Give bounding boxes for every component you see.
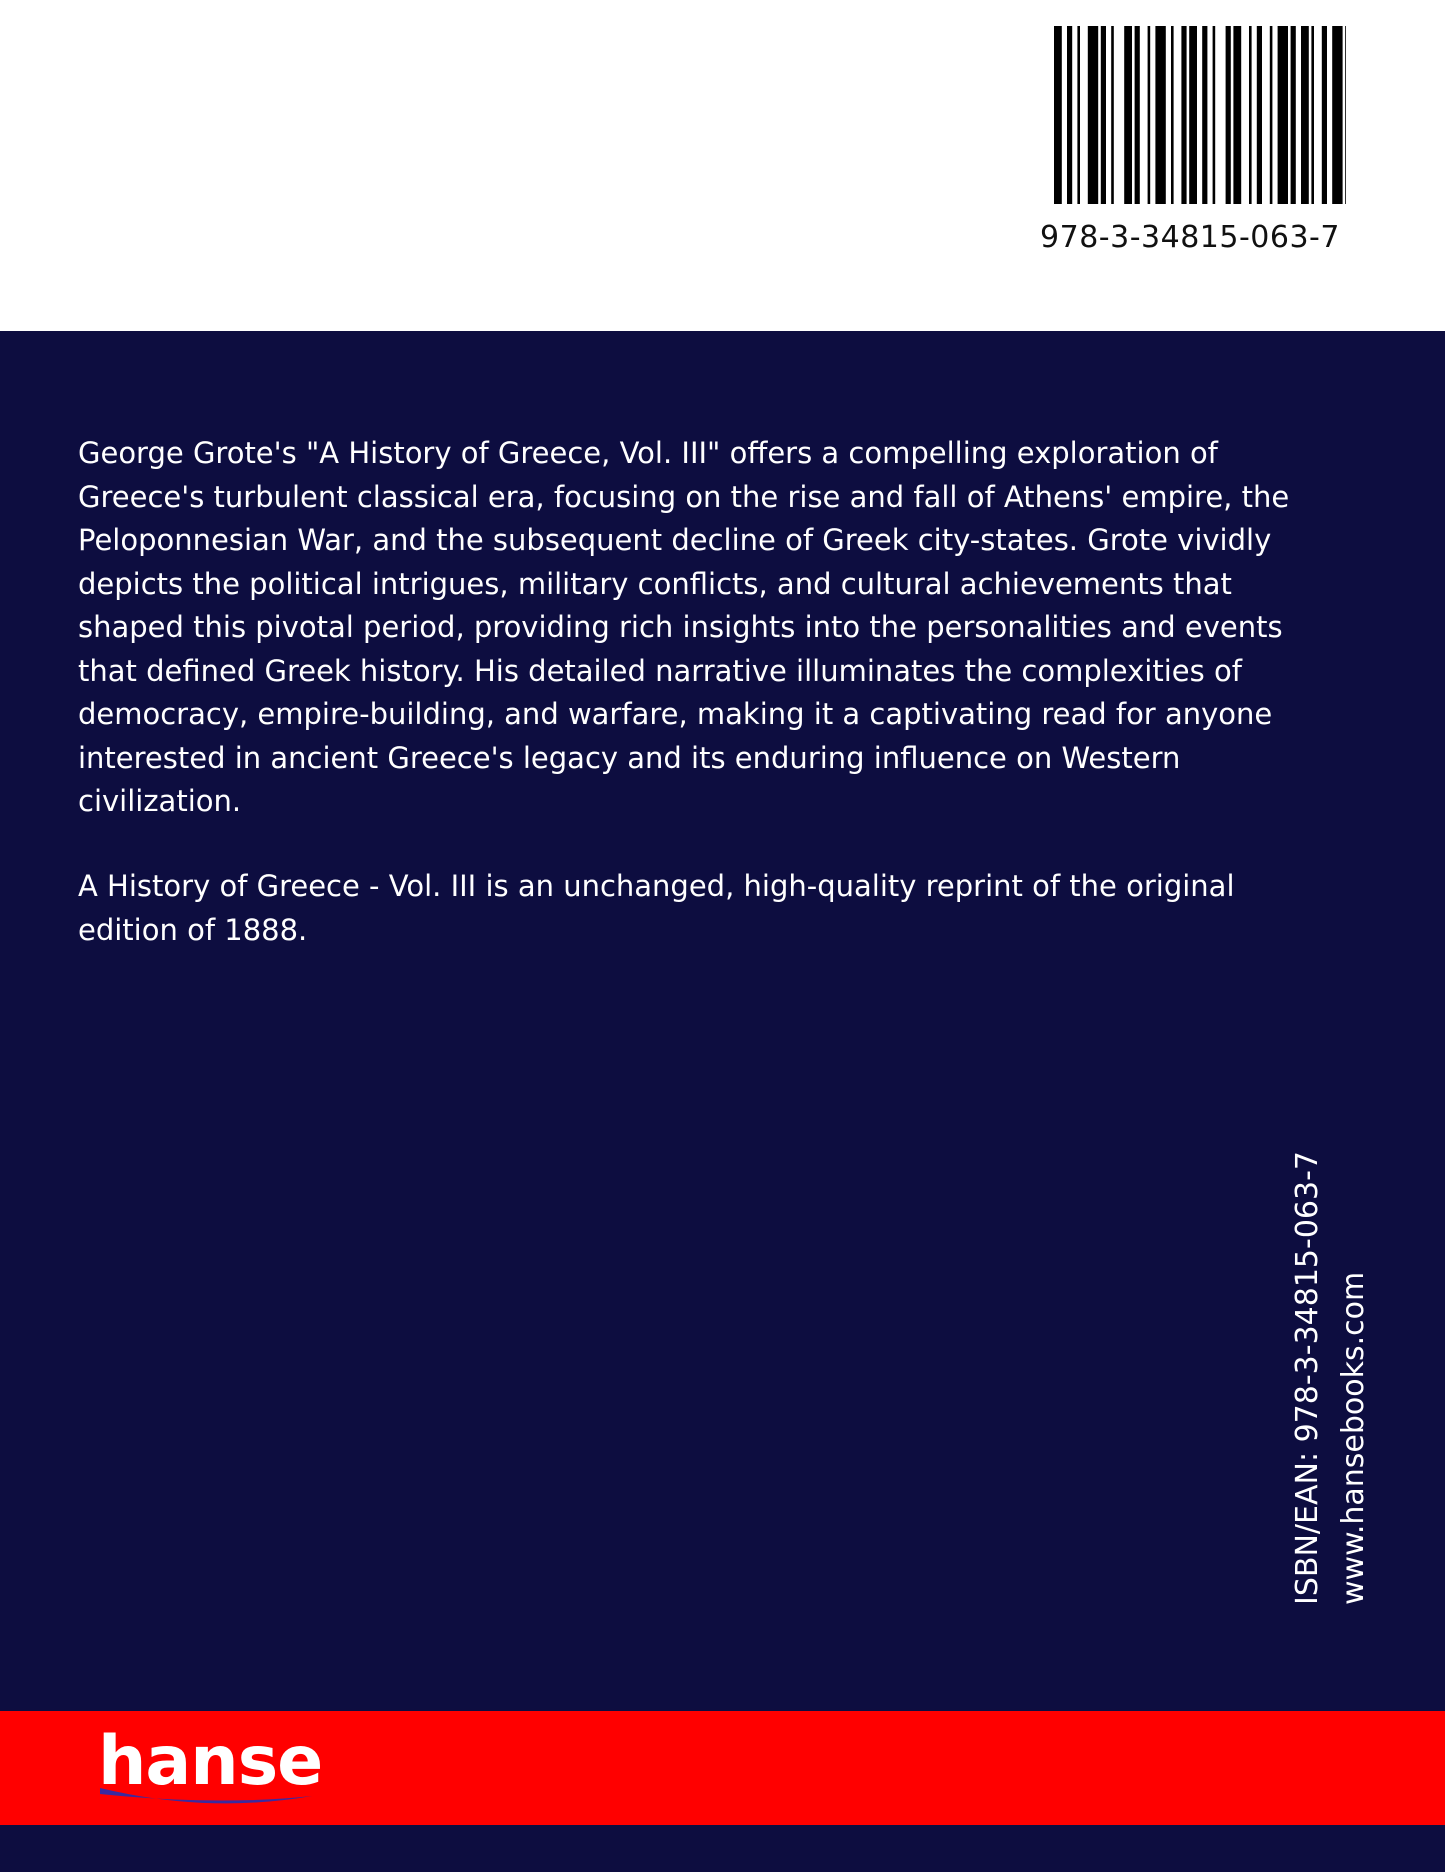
barcode-bar — [1291, 26, 1296, 204]
barcode-number: 978-3-34815-063-7 — [1040, 220, 1340, 255]
barcode-bar — [1181, 26, 1186, 204]
barcode-bar — [1233, 26, 1241, 204]
barcode-bar — [1054, 26, 1062, 204]
barcode-bar — [1202, 26, 1207, 204]
reprint-note: A History of Greece - Vol. III is an unchanged, high-quality reprint of the original edition of 1888. — [78, 869, 1235, 947]
barcode-bar — [1345, 26, 1346, 204]
barcode-bar — [1270, 26, 1273, 204]
bottom-strip — [0, 1825, 1445, 1872]
barcode-bar — [1257, 26, 1262, 204]
barcode-bar — [1213, 26, 1216, 204]
barcode-area — [0, 0, 1445, 331]
publisher-website: www.hansebooks.com — [1336, 1271, 1371, 1605]
logo-text: hanse — [98, 1722, 323, 1801]
barcode-bar — [1135, 26, 1140, 204]
barcode-bar — [1088, 26, 1098, 204]
hanse-logo — [98, 1722, 328, 1817]
barcode-bar — [1111, 26, 1114, 204]
isbn-ean-label: ISBN/EAN: 978-3-34815-063-7 — [1290, 1150, 1325, 1605]
book-description: George Grote's "A History of Greece, Vol. III" offers a compelling exploration of Greece's turbulent classical era, focusing on the rise and fall of Athens' empire, the Peloponnesian War, and the subsequent decline of Greek city-states. Grote vividly depicts the political intrigues, military conflicts, and cultural achievements that shaped this pivotal period, providing rich insights into the personalities and events that defined Greek history. His detailed narrative illuminates the complexities of democracy, empire-building, and warfare, making it a captivating read for anyone interested in ancient Greece's legacy and its enduring influence on Western civilization. — [78, 436, 1290, 818]
barcode-bar — [1322, 26, 1327, 204]
barcode-bar — [1301, 26, 1309, 204]
barcode-bar — [1189, 26, 1197, 204]
barcode-bar — [1067, 26, 1072, 204]
barcode-bar — [1171, 26, 1174, 204]
barcode-bar — [1249, 26, 1252, 204]
barcode-bar — [1332, 26, 1342, 204]
barcode-bar — [1101, 26, 1106, 204]
barcode-bar — [1278, 26, 1288, 204]
barcode-bars — [1054, 26, 1346, 204]
barcode-bar — [1155, 26, 1165, 204]
barcode-bar — [1077, 26, 1080, 204]
barcode-bar — [1311, 26, 1314, 204]
barcode-bar — [1226, 26, 1231, 204]
barcode-bar — [1148, 26, 1151, 204]
barcode-bar — [1124, 26, 1132, 204]
barcode — [1040, 22, 1360, 255]
